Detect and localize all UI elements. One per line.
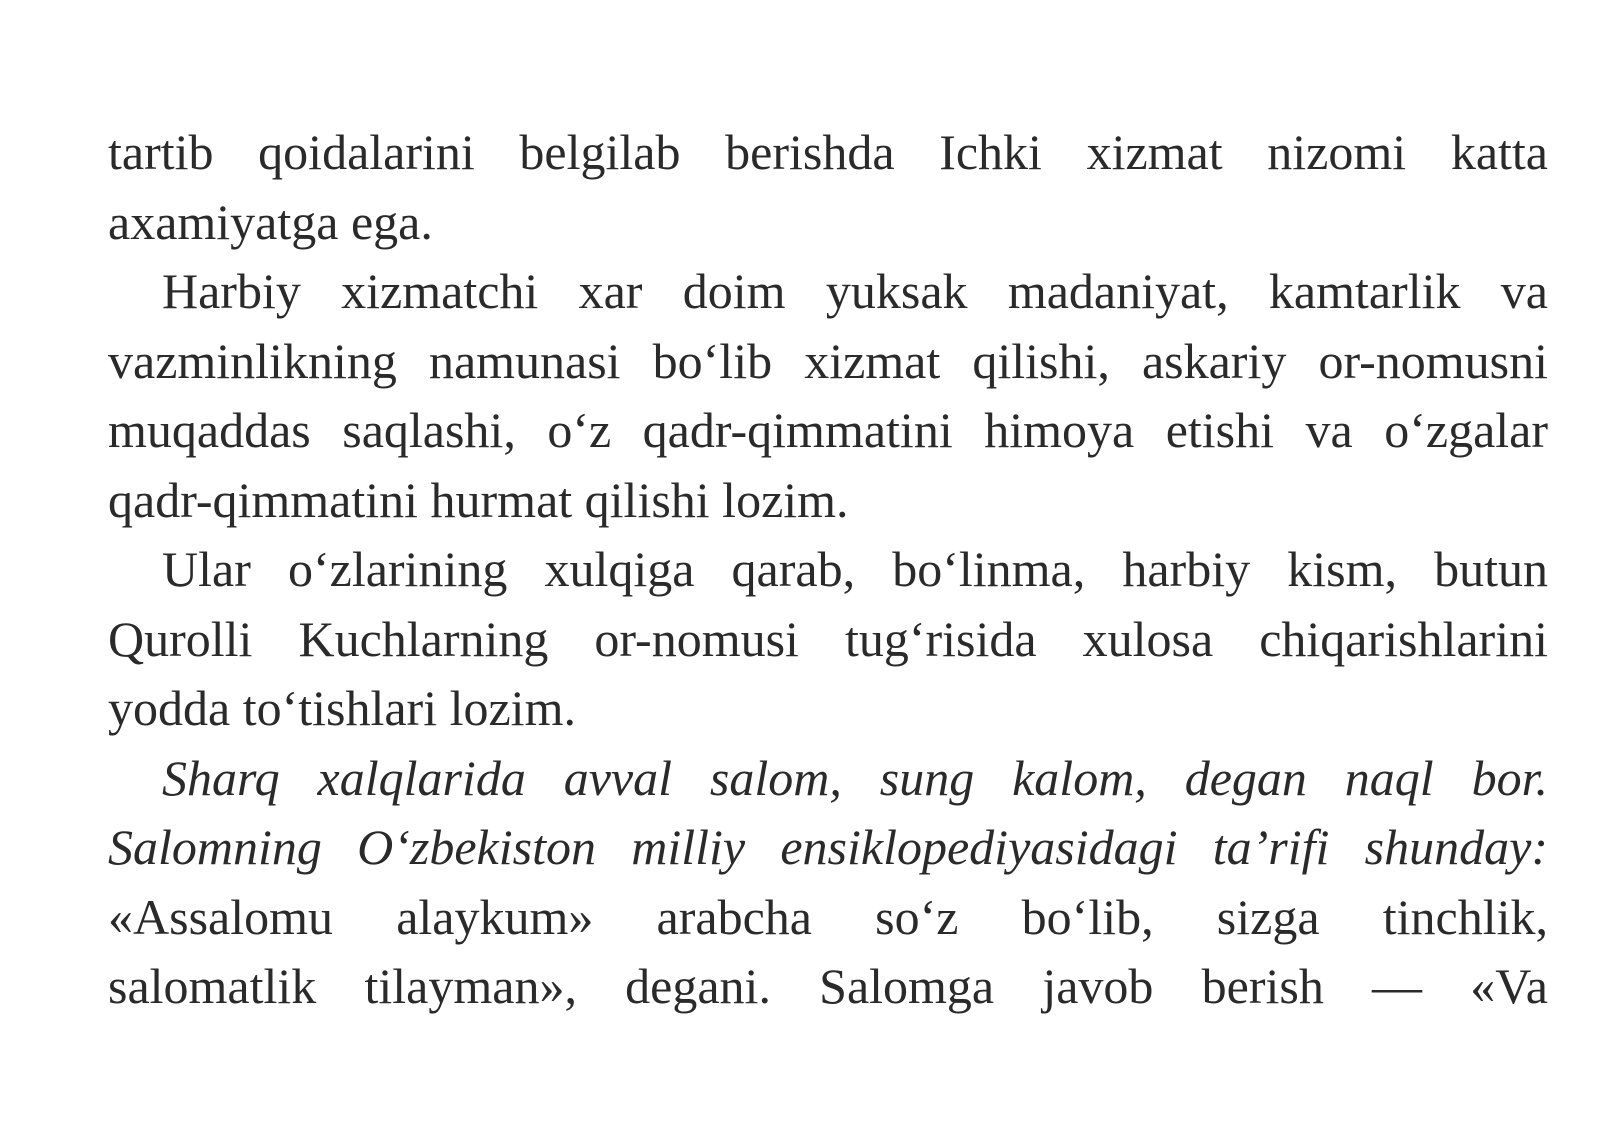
document-page	[108, 118, 1548, 1022]
text-line: salomatlik tilayman», degani. Salomga javob berish — «Va	[108, 958, 1548, 1014]
text-line: tartib qoidalarini belgilab berishda Ichki xizmat nizomi katta	[108, 124, 1548, 180]
text-line: axamiyatga ega.	[108, 193, 433, 250]
paragraph-first-line: Harbiy xizmatchi xar doim yuksak madaniyat, kamtarlik va	[162, 263, 1548, 319]
text-line: Salomning O‘zbekiston milliy ensiklopediyasidagi ta’rifi shunday:	[108, 819, 1548, 875]
text-line: vazminlikning namunasi bo‘lib xizmat qilishi, askariy or-nomusni	[108, 332, 1548, 389]
text-line: yodda to‘tishlari lozim.	[108, 680, 576, 736]
paragraph-first-line: Sharq xalqlarida avval salom, sung kalom, degan naql bor.	[162, 749, 1548, 806]
text-line: muqaddas saqlashi, o‘z qadr-qimmatini himoya etishi va o‘zgalar	[108, 402, 1548, 458]
text-line: Qurolli Kuchlarning or-nomusi tug‘risida xulosa chiqarishlarini	[108, 610, 1548, 667]
paragraph-first-line: Ular o‘zlarining xulqiga qarab, bo‘linma, harbiy kism, butun	[162, 541, 1548, 597]
text-line: qadr-qimmatini hurmat qilishi lozim.	[108, 471, 849, 528]
text-line: «Assalomu alaykum» arabcha so‘z bo‘lib, sizga tinchlik,	[108, 888, 1548, 945]
